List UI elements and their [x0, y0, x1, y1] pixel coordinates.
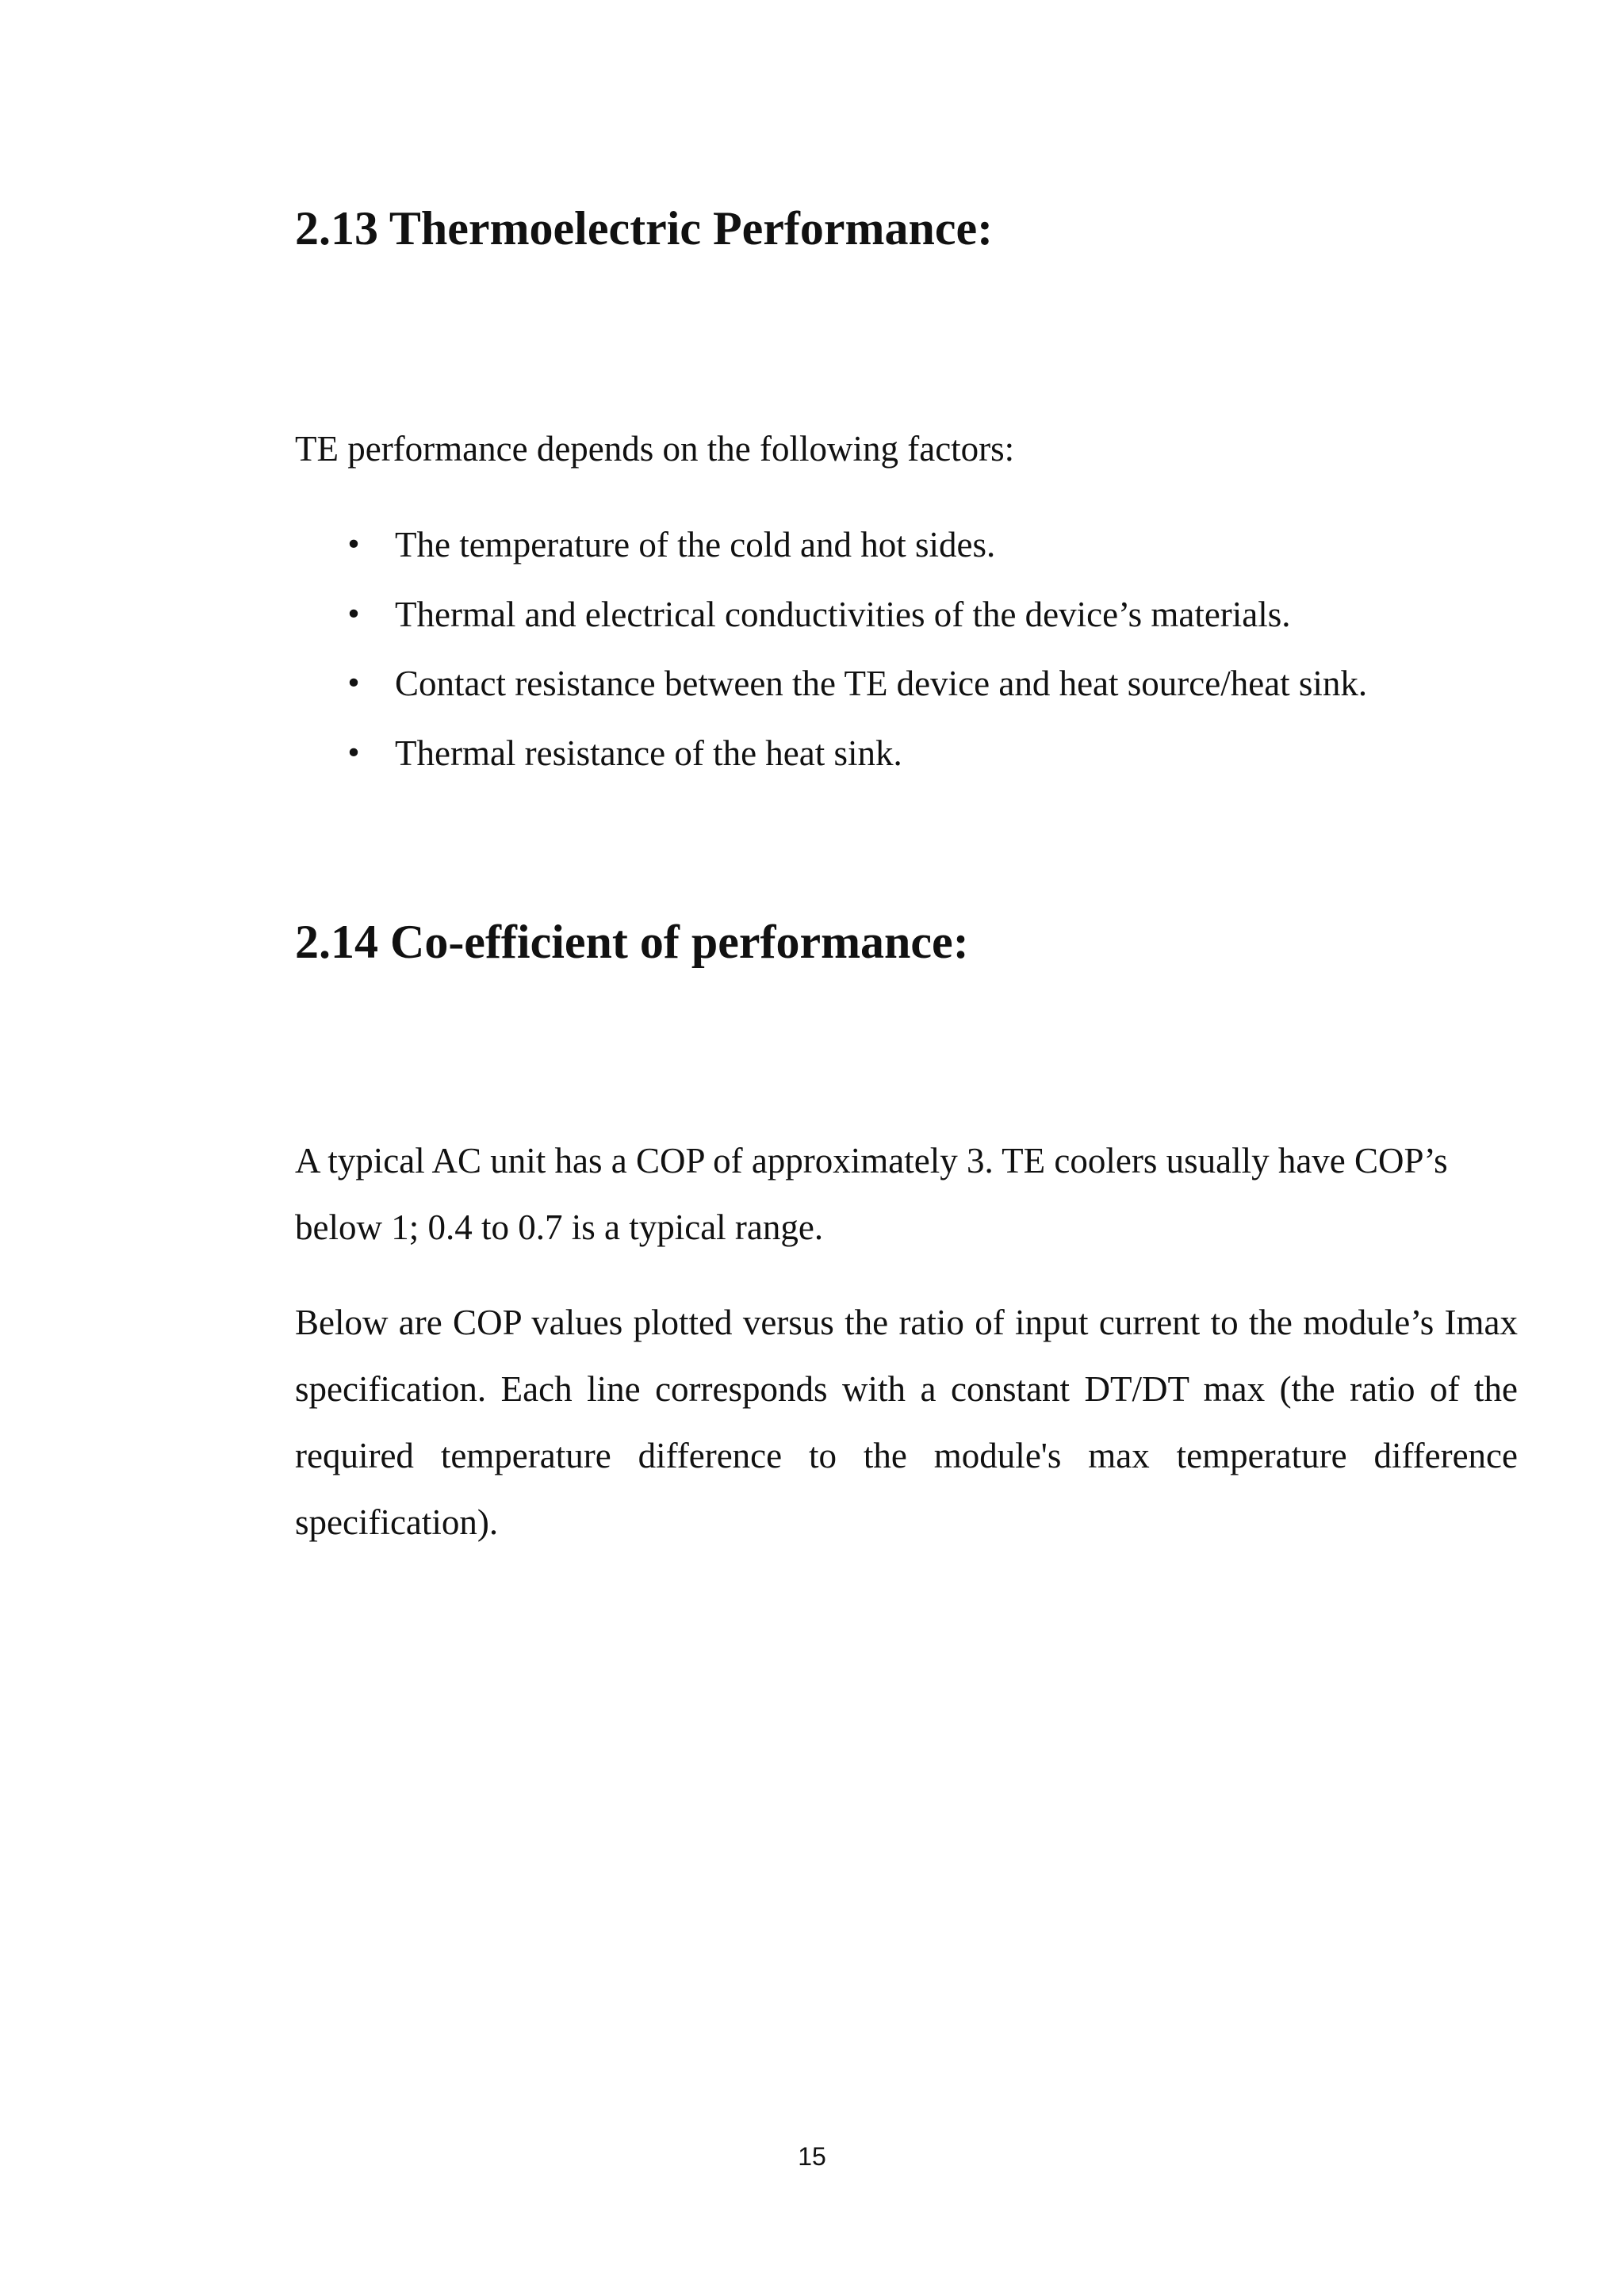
- list-item: [295, 719, 1532, 789]
- bullet-icon: •: [345, 737, 362, 770]
- bullet-icon: •: [345, 598, 362, 631]
- bullet-icon: •: [345, 668, 362, 700]
- section-heading-thermoelectric-performance: 2.13 Thermoelectric Performance:: [295, 202, 994, 254]
- page-number: 15: [798, 2142, 826, 2171]
- factor-text: Thermal and electrical conductivities of the device’s materials.: [395, 594, 1291, 634]
- bullet-icon: •: [345, 529, 362, 561]
- list-item: [295, 580, 1532, 650]
- section-heading-coefficient-of-performance: 2.14 Co-efficient of performance:: [295, 916, 969, 968]
- factor-text: Thermal resistance of the heat sink.: [395, 733, 902, 773]
- cop-plot-description-paragraph: Below are COP values plotted versus the ratio of input current to the module’s Imax specification. Each line corresponds with a constant DT/DT max (the ratio of the required temperature difference to the module's max temperature difference specification).: [295, 1303, 1518, 1542]
- factor-text: Contact resistance between the TE device and heat source/heat sink.: [395, 664, 1368, 703]
- factors-list: [295, 511, 1532, 788]
- cop-typical-range-paragraph: A typical AC unit has a COP of approximately 3. TE coolers usually have COP’s below 1; 0.4 to 0.7 is a typical range.: [295, 1141, 1448, 1247]
- factors-intro-text: TE performance depends on the following factors:: [295, 429, 1015, 469]
- list-item: [295, 511, 1532, 580]
- factor-text: The temperature of the cold and hot sides.: [395, 525, 996, 564]
- list-item: [295, 649, 1532, 719]
